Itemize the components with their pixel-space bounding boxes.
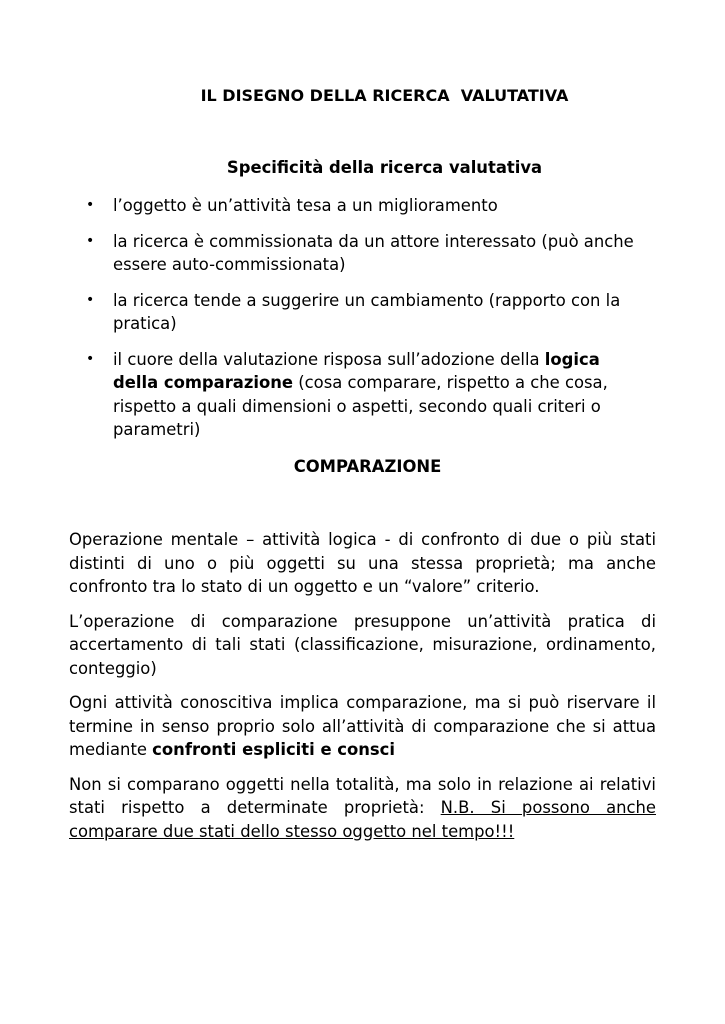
bullet-text: la ricerca tende a suggerire un cambiamento (rapporto con la pratica) <box>113 290 621 333</box>
comparison-heading: COMPARAZIONE <box>293 457 442 476</box>
paragraph-bold-text: confronti espliciti e consci <box>152 740 396 759</box>
bullet-icon: • <box>86 232 95 249</box>
paragraph-underlined-text: N.B. Si possono anche comparare due stati dello stesso oggetto nel tempo!!! <box>69 798 656 841</box>
bullet-text <box>113 350 608 440</box>
bullet-text: l’oggetto è un’attività tesa a un miglioramento <box>113 196 498 215</box>
paragraph <box>69 691 656 762</box>
list-item <box>85 230 645 277</box>
list-item <box>85 348 645 442</box>
body-text <box>69 528 656 854</box>
bullet-icon: • <box>86 291 95 308</box>
paragraph: L’operazione di comparazione presuppone un’attività pratica di accertamento di tali stati (classificazione, misurazione, ordinamento, conteggio) <box>69 611 656 678</box>
bullet-text: la ricerca è commissionata da un attore interessato (può anche essere auto-commissionata) <box>113 231 634 274</box>
bullet-icon: • <box>86 197 95 213</box>
bullet-text-part: (cosa comparare, rispetto a che cosa, rispetto a quali dimensioni o aspetti, secondo quali criteri o parametri) <box>113 373 608 439</box>
list-item <box>85 289 645 336</box>
page-title: IL DISEGNO DELLA RICERCA VALUTATIVA <box>200 86 569 105</box>
bullet-list <box>85 194 645 454</box>
paragraph: Operazione mentale – attività logica - di confronto di due o più stati distinti di uno o più oggetti su una stessa proprietà; ma anche confronto tra lo stato di un oggetto e un “valore” criterio. <box>69 530 656 596</box>
paragraph <box>69 773 656 844</box>
paragraph-text: Ogni attività conoscitiva implica comparazione, ma si può riservare il termine in senso proprio solo all’attività di comparazione che si attua mediante <box>69 693 656 759</box>
bullet-text-part: il cuore della valutazione risposa sull’adozione della <box>113 349 545 369</box>
list-item <box>85 194 645 218</box>
bullet-icon: • <box>86 350 95 367</box>
bullet-bold-text: logica della comparazione <box>113 349 600 392</box>
section-heading: Specificità della ricerca valutativa <box>226 158 543 177</box>
paragraph-text: Non si comparano oggetti nella totalità, ma solo in relazione ai relativi stati rispetto a determinate proprietà: <box>69 774 656 817</box>
